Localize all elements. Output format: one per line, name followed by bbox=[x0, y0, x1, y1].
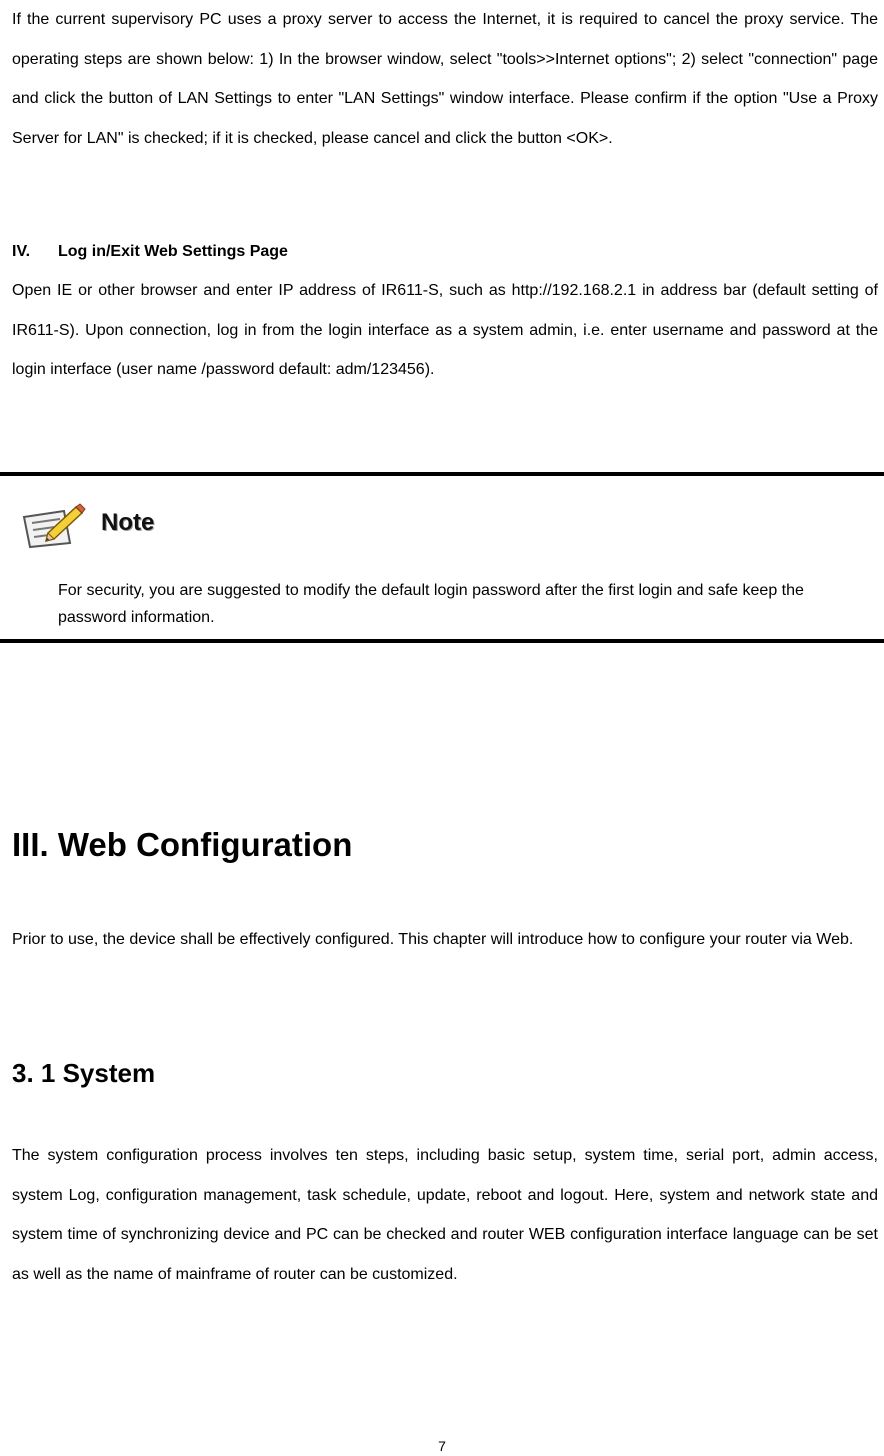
note-top-rule bbox=[0, 472, 884, 476]
login-instructions-paragraph: Open IE or other browser and enter IP address of IR611-S, such as http://192.168.2.1 in address bar (default setting of IR611-S). Upon connection, log in from the login interface as a system admin, i.e. enter username and password at the login interface (user name /password default: adm/123456). bbox=[12, 282, 878, 378]
note-pencil-icon bbox=[20, 503, 86, 549]
section-iv-number: IV. bbox=[12, 243, 31, 260]
proxy-instructions-paragraph: If the current supervisory PC uses a proxy server to access the Internet, it is required to cancel the proxy service. The operating steps are shown below: 1) In the browser window, select "tools>>Internet options"; 2) select "connection" page and click the button of LAN Settings to enter "LAN Settings" window interface. Please confirm if the option "Use a Proxy Server for LAN" is checked; if it is checked, please cancel and click the button <OK>. bbox=[12, 11, 878, 147]
note-title: Note bbox=[101, 509, 155, 536]
section-iv-title: Log in/Exit Web Settings Page bbox=[58, 243, 288, 260]
section-3-1-title: 3. 1 System bbox=[12, 1058, 156, 1088]
section-iv-heading bbox=[12, 232, 288, 271]
system-description-paragraph: The system configuration process involves ten steps, including basic setup, system time, serial port, admin access, system Log, configuration management, task schedule, update, reboot and logout. Here, system and network state and system time of synchronizing device and PC can be checked and router WEB configuration interface language can be set as well as the name of mainframe of router can be customized. bbox=[12, 1147, 878, 1283]
page-number: 7 bbox=[438, 1438, 446, 1454]
note-text: For security, you are suggested to modify the default login password after the first login and safe keep the password information. bbox=[58, 582, 804, 626]
note-bottom-rule bbox=[0, 639, 884, 643]
chapter-title: III. Web Configuration bbox=[12, 826, 353, 863]
chapter-intro-paragraph: Prior to use, the device shall be effectively configured. This chapter will introduce how to configure your router via Web. bbox=[12, 931, 854, 948]
